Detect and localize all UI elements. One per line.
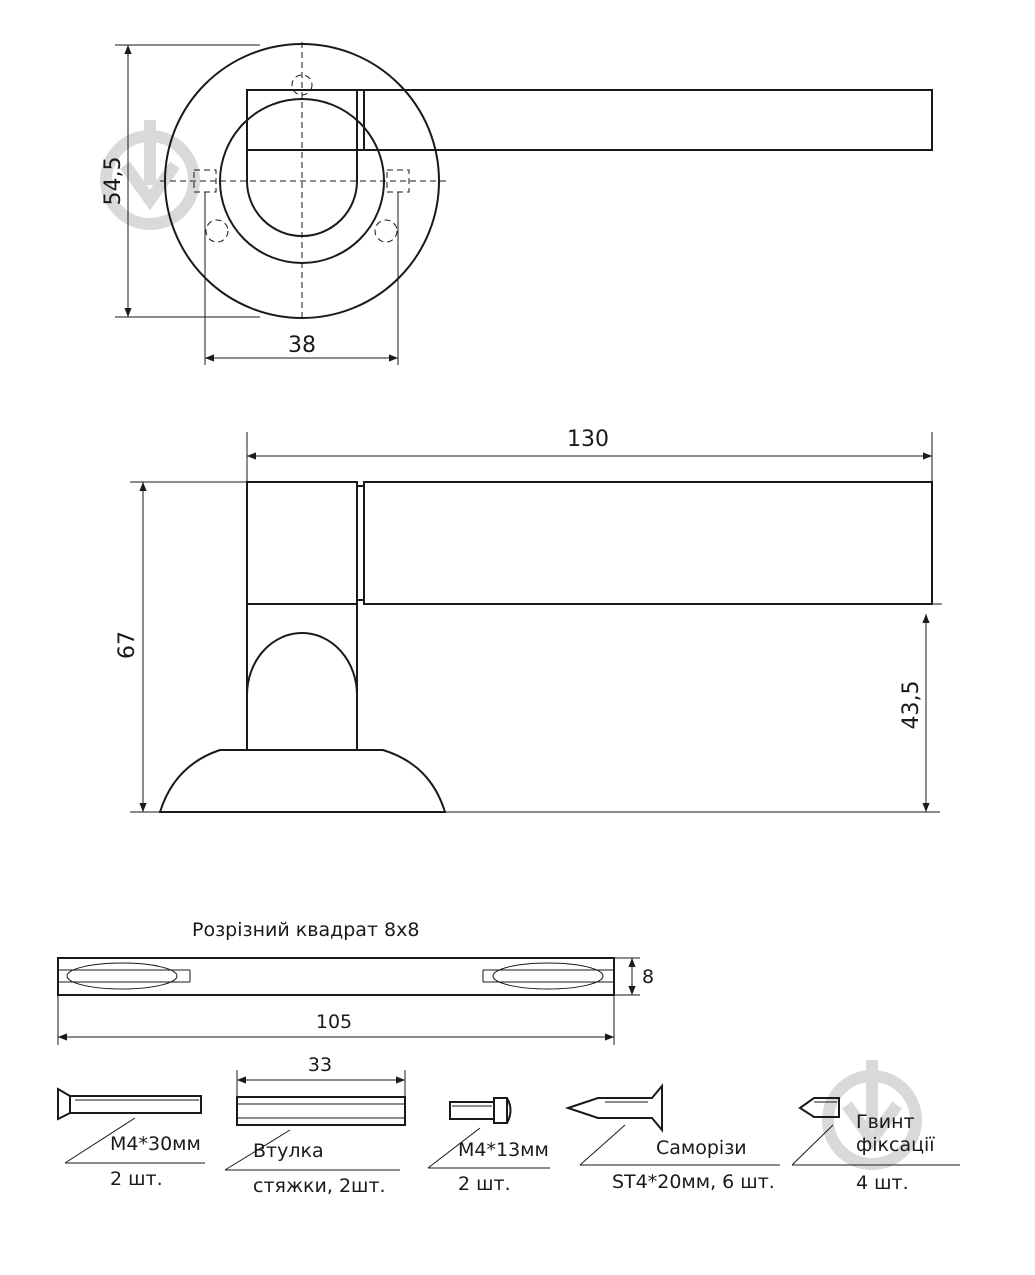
handle-side-view	[130, 482, 940, 812]
dimension-spindle-section	[614, 958, 654, 995]
lever-top-view	[364, 90, 932, 150]
label-sleeve: Втулка	[253, 1140, 324, 1162]
dimension-lever-length	[247, 427, 932, 482]
self-tapping-screw	[568, 1086, 780, 1193]
qty-self-tapping-screws: ST4*20мм, 6 шт.	[612, 1171, 775, 1193]
dimension-text-43-5: 43,5	[899, 680, 924, 730]
rosette-top-view	[160, 42, 450, 320]
qty-sleeve: стяжки, 2шт.	[253, 1175, 386, 1197]
spindle-title: Розрізний квадрат 8х8	[192, 919, 420, 941]
qty-set-screw: 4 шт.	[856, 1172, 909, 1194]
dimension-text-54-5: 54,5	[101, 156, 126, 206]
label-m4x13: М4*13мм	[458, 1139, 549, 1161]
dimension-text-67: 67	[115, 631, 140, 659]
screw-m4x13	[428, 1098, 550, 1195]
screw-m4x30	[58, 1089, 205, 1190]
label-self-tapping-screws: Саморізи	[656, 1137, 747, 1159]
label-set-screw-line1: Гвинт	[856, 1111, 915, 1133]
dimension-text-130: 130	[567, 427, 609, 452]
set-screw	[792, 1098, 960, 1194]
dimension-text-8: 8	[642, 966, 655, 988]
qty-m4x13: 2 шт.	[458, 1173, 511, 1195]
dimension-lever-axis-height	[899, 604, 942, 812]
sleeve	[225, 1054, 405, 1197]
label-set-screw-line2: фіксації	[856, 1134, 935, 1156]
split-spindle	[58, 958, 614, 995]
label-m4x30: М4*30мм	[110, 1133, 201, 1155]
qty-m4x30: 2 шт.	[110, 1168, 163, 1190]
dimension-spindle-length	[58, 995, 614, 1045]
dimension-total-height	[115, 482, 247, 812]
dimension-text-33: 33	[307, 1054, 333, 1076]
dimension-text-105: 105	[315, 1011, 353, 1033]
dimension-text-38: 38	[288, 333, 316, 358]
